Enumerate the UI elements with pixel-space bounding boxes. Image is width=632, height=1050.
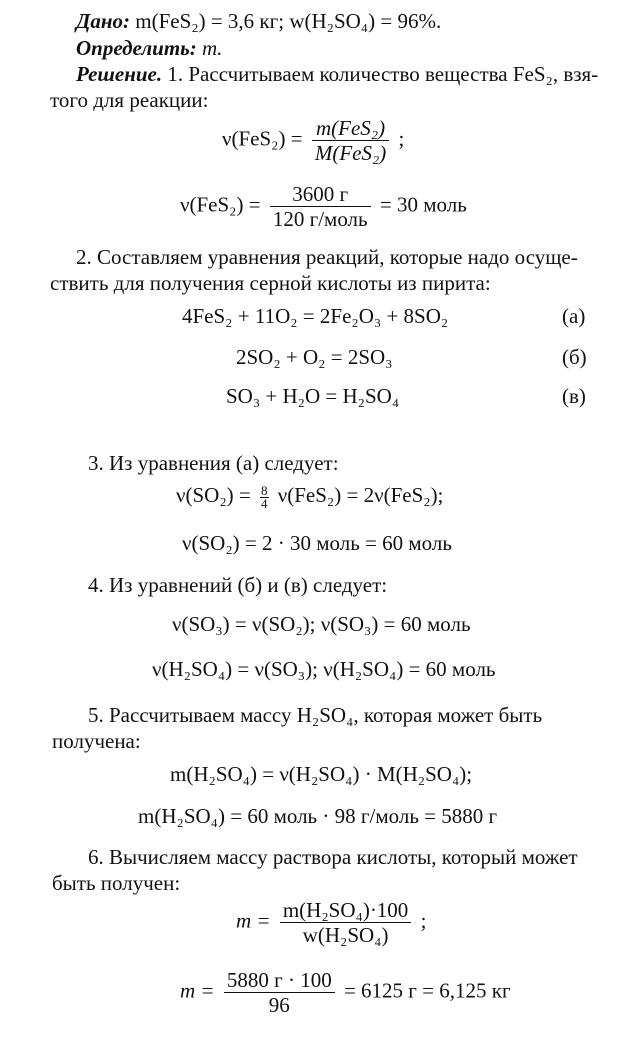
step6-eq2-num: 5880 г · 100 <box>226 968 332 992</box>
step1-eq1-fraction <box>312 116 389 165</box>
step1-text-line2: того для реакции: <box>50 88 209 112</box>
step6-eq2-fraction <box>224 968 335 1017</box>
solution-label: Решение. <box>76 62 163 86</box>
given-line <box>76 8 441 34</box>
step1-eq1 <box>222 116 404 165</box>
step6-text-line1: 6. Вычисляем массу раствора кислоты, который может <box>88 845 578 869</box>
step6-eq2 <box>180 968 511 1017</box>
step3-eq1-den: 4 <box>261 495 268 511</box>
reaction-a: 4FeS₂ + 11O₂ = 2Fe₂O₃ + 8SO₂ <box>182 304 449 328</box>
step6-eq1-lhs: m = <box>236 908 271 933</box>
find-text: m. <box>202 36 223 60</box>
reaction-c-label: (в) <box>562 384 586 408</box>
step6-eq2-lhs: m = <box>180 978 215 1003</box>
given-text: m(FeS₂) = 3,6 кг; w(H₂SO₄) = 96%. <box>135 9 442 33</box>
step2-text-line1: 2. Составляем уравнения реакций, которые надо осуще- <box>76 245 578 269</box>
step1-eq1-tail: ; <box>398 126 405 151</box>
step3-eq1-lhs: ν(SO₂) = <box>176 483 251 507</box>
step1-eq2-num: 3600 г <box>292 182 349 206</box>
reaction-c: SO₃ + H₂O = H₂SO₄ <box>226 384 400 408</box>
reaction-b: 2SO₂ + O₂ = 2SO₃ <box>236 345 393 369</box>
step6-eq2-den: 96 <box>268 993 290 1017</box>
step3-text: 3. Из уравнения (а) следует: <box>88 451 339 475</box>
step5-eq1: m(H₂SO₄) = ν(H₂SO₄) · M(H₂SO₄); <box>170 762 473 786</box>
step5-text-line2: получена: <box>52 729 141 753</box>
step3-eq1 <box>176 483 443 510</box>
step1-eq2 <box>180 182 467 231</box>
reaction-a-label: (а) <box>562 304 586 328</box>
step2-text-line2: ствить для получения серной кислоты из пирита: <box>50 271 491 295</box>
step6-eq2-rhs: = 6125 г = 6,125 кг <box>343 978 511 1003</box>
given-label: Дано: <box>76 9 130 33</box>
step1-eq2-fraction <box>270 182 371 231</box>
step4-text: 4. Из уравнений (б) и (в) следует: <box>88 573 388 597</box>
step6-text-line2: быть получен: <box>52 871 181 895</box>
step1-eq1-lhs: ν(FeS₂) = <box>222 126 303 151</box>
step5-eq2: m(H₂SO₄) = 60 моль · 98 г/моль = 5880 г <box>138 804 498 828</box>
step5-text-line1: 5. Рассчитываем массу H₂SO₄, которая может быть <box>88 703 543 727</box>
step1-eq2-den: 120 г/моль <box>272 207 368 231</box>
step6-eq1 <box>236 898 426 947</box>
solution-step1-line1 <box>76 61 598 87</box>
step1-text-line1: 1. Рассчитываем количество вещества FeS₂, взя- <box>167 62 599 86</box>
step6-eq1-num: m(H₂SO₄)·100 <box>282 898 409 922</box>
step6-eq1-den: w(H₂SO₄) <box>302 923 389 947</box>
step1-eq1-den: M(FeS₂) <box>314 141 387 165</box>
reaction-b-label: (б) <box>562 345 587 369</box>
step1-eq2-lhs: ν(FeS₂) = <box>180 192 261 217</box>
step4-eq2: ν(H₂SO₄) = ν(SO₃); ν(H₂SO₄) = 60 моль <box>152 657 496 681</box>
step1-eq1-num: m(FeS₂) <box>315 116 386 140</box>
find-label: Определить: <box>76 36 197 60</box>
step6-eq1-fraction <box>280 898 411 947</box>
step6-eq1-tail: ; <box>420 908 427 933</box>
step3-eq1-fraction <box>260 482 269 511</box>
step4-eq1: ν(SO₃) = ν(SO₂); ν(SO₃) = 60 моль <box>172 612 471 636</box>
step3-eq1-rhs: ν(FeS₂) = 2ν(FeS₂); <box>277 483 444 507</box>
find-line <box>76 35 222 61</box>
step3-eq1-num: 8 <box>261 482 268 498</box>
step1-eq2-rhs: = 30 моль <box>379 192 467 217</box>
step3-eq2: ν(SO₂) = 2 · 30 моль = 60 моль <box>182 531 452 555</box>
